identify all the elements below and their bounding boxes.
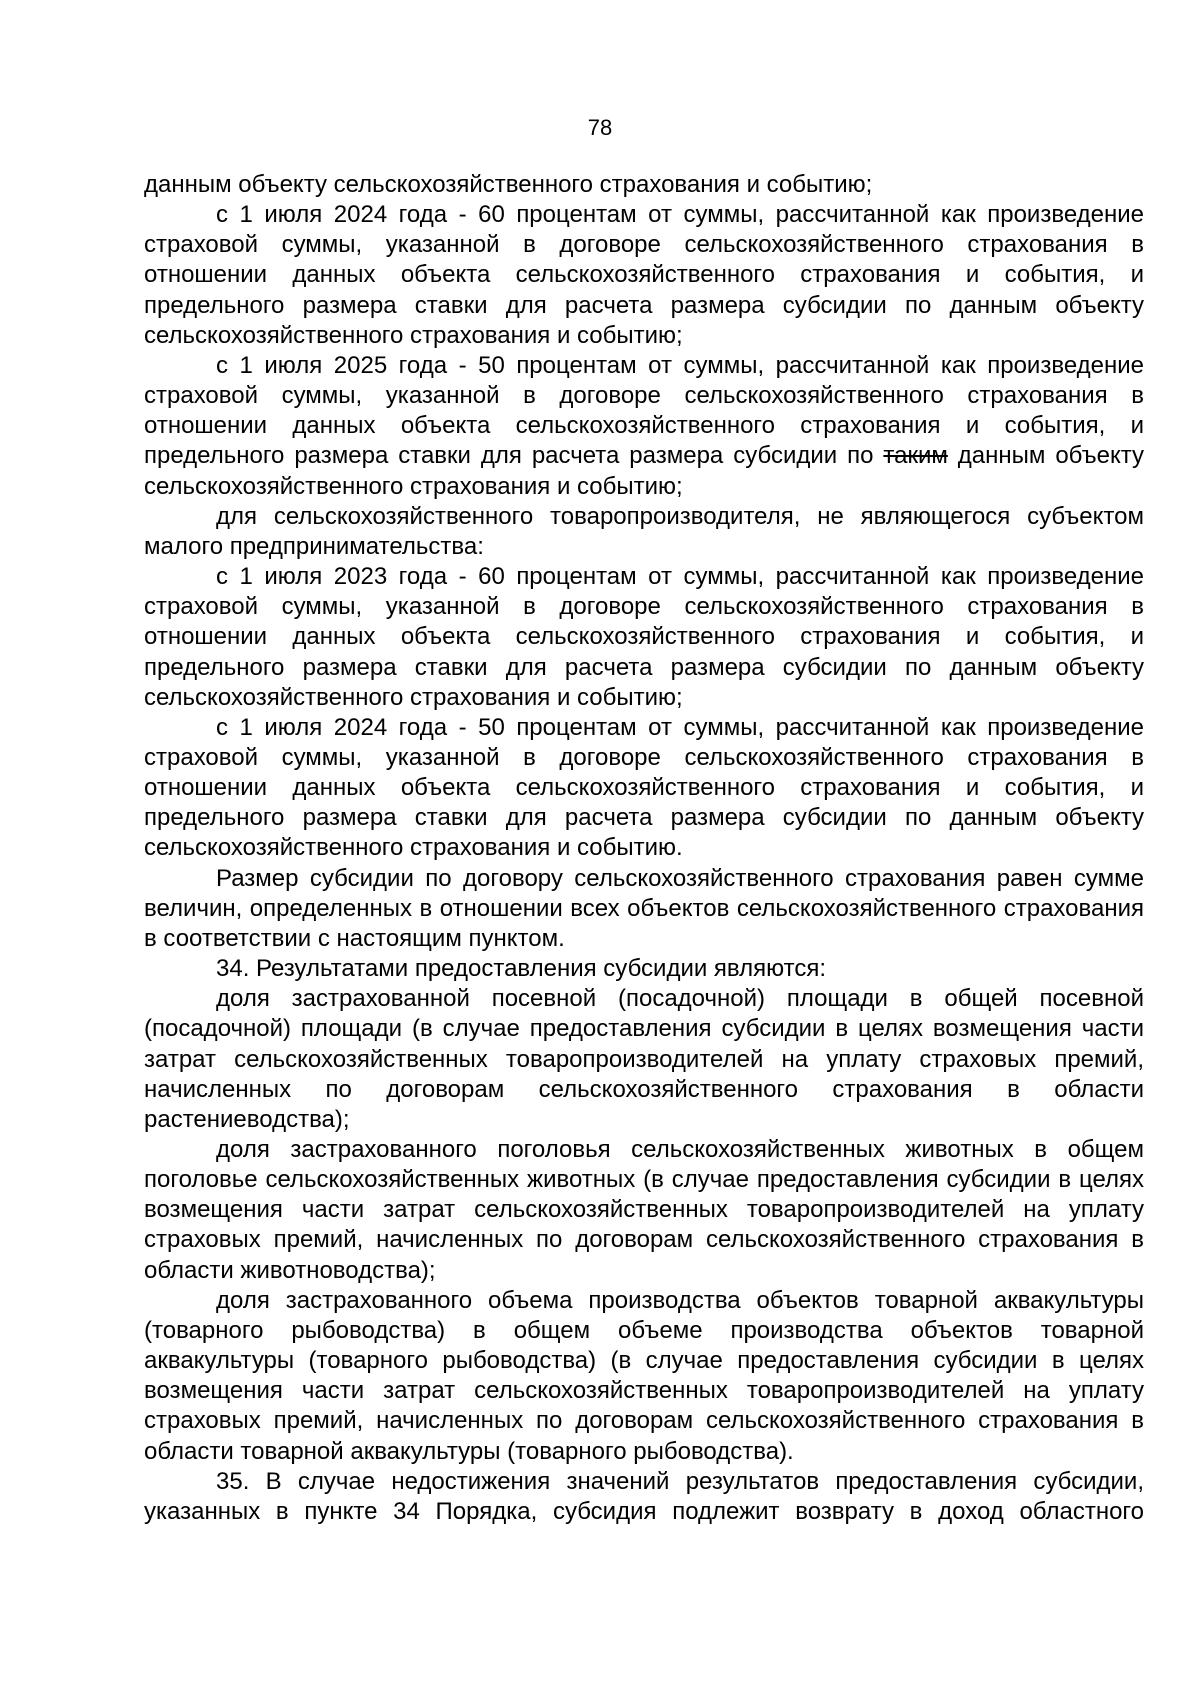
paragraph: Размер субсидии по договору сельскохозяйственного страхования равен сумме величин, определенных в отношении всех объектов сельскохозяйственного страхования в соответствии с настоящим пунктом. (144, 864, 1144, 952)
paragraph: с 1 июля 2023 года - 60 процентам от суммы, рассчитанной как произведение страховой суммы, указанной в договоре сельскохозяйственного страхования в отношении данных объекта сельскохозяйственного страхования и события, и предельного размера ставки для расчета размера субсидии по данным объекту сельскохозяйственного страхования и событию; (144, 563, 1144, 711)
paragraph-text: данным объекту сельскохозяйственного страхования и событию; (144, 442, 1144, 500)
paragraph: с 1 июля 2024 года - 50 процентам от суммы, рассчитанной как произведение страховой суммы, указанной в договоре сельскохозяйственного страхования в отношении данных объекта сельскохозяйственного страхования и события, и предельного размера ставки для расчета размера субсидии по данным объекту сельскохозяйственного страхования и событию. (144, 713, 1144, 862)
paragraph: доля застрахованного поголовья сельскохозяйственных животных в общем поголовье сельскохозяйственных животных (в случае предоставления субсидии в целях возмещения части затрат сельскохозяйственных товаропроизводителей на уплату страховых премий, начисленных по договорам сельскохозяйственного страхования в области животноводства); (144, 1136, 1144, 1284)
paragraph: доля застрахованной посевной (посадочной) площади в общей посевной (посадочной) площади (в случае предоставления субсидии в целях возмещения части затрат сельскохозяйственных товаропроизводителей на уплату страховых премий, начисленных по договорам сельскохозяйственного страхования в области растениеводства); (144, 985, 1144, 1133)
paragraph: с 1 июля 2024 года - 60 процентам от суммы, рассчитанной как произведение страховой суммы, указанной в договоре сельскохозяйственного страхования в отношении данных объекта сельскохозяйственного страхования и события, и предельного размера ставки для расчета размера субсидии по данным объекту сельскохозяйственного страхования и событию; (144, 201, 1144, 349)
document-body (144, 170, 1144, 1527)
paragraph: для сельскохозяйственного товаропроизводителя, не являющегося субъектом малого предпринимательства: (144, 502, 1144, 560)
paragraph: 34. Результатами предоставления субсидии являются: (216, 955, 826, 983)
paragraph: данным объекту сельскохозяйственного страхования и событию; (144, 171, 873, 198)
struck-word: таким (883, 442, 948, 470)
page-number: 78 (587, 115, 613, 140)
paragraph: доля застрахованного объема производства объектов товарной аквакультуры (товарного рыбоводства) в общем объеме производства объектов товарной аквакультуры (товарного рыбоводства) (в случае предоставления субсидии в целях возмещения части затрат сельскохозяйственных товаропроизводителей на уплату страховых премий, начисленных по договорам сельскохозяйственного страхования в области товарной аквакультуры (товарного рыбоводства). (144, 1286, 1144, 1465)
paragraph-text: с 1 июля 2025 года - 50 процентам от суммы, рассчитанной как произведение страховой суммы, указанной в договоре сельскохозяйственного страхования в отношении данных объекта сельскохозяйственного страхования и события, и предельного размера ставки для расчета размера субсидии по (144, 351, 1144, 470)
paragraph: 35. В случае недостижения значений результатов предоставления субсидии, указанных в пункте 34 Порядка, субсидия подлежит возврату в доход областного (144, 1467, 1144, 1525)
paragraph (144, 351, 1144, 502)
